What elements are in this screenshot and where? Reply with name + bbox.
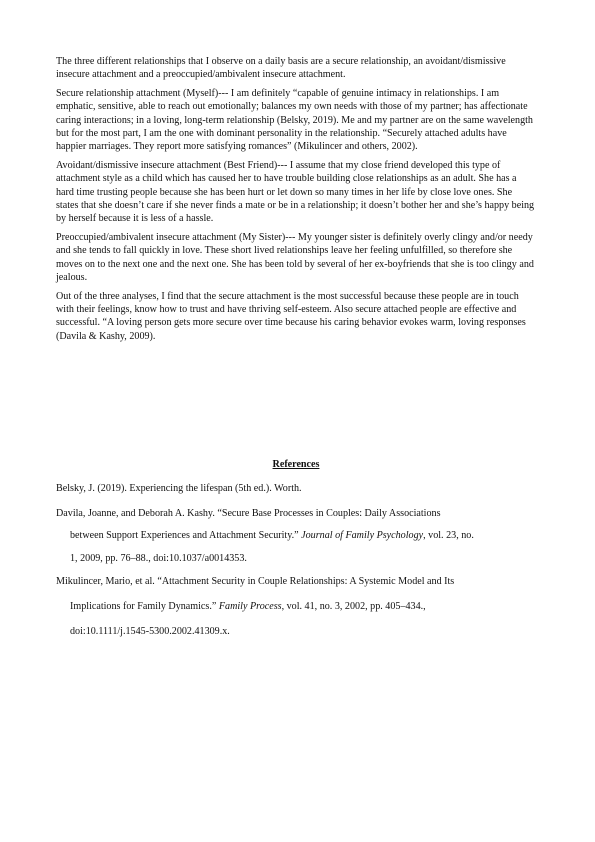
paragraph-conclusion: Out of the three analyses, I find that the secure attachment is the most successful because these people are in touch with their feelings, know how to trust and have thriving self-esteem. Also secure attached people are effective and successful. “A loving person gets more secure over time because his caring behavior evokes warm, loving responses (Davila & Kashy, 2009). [56,290,526,342]
reference-belsky-text: Belsky, J. (2019). Experiencing the lifespan (5th ed.). Worth. [56,483,302,494]
reference-mikulincer-title-end: Implications for Family Dynamics.” [70,600,219,612]
essay-body [56,55,536,348]
reference-davila [56,503,538,571]
reference-mikulincer-journal: Family Process [218,600,282,612]
reference-davila-line1: Davila, Joanne, and Deborah A. Kashy. “Secure Base Processes in Couples: Daily Associations [56,507,441,519]
paragraph-secure: Secure relationship attachment (Myself)--- I am definitely “capable of genuine intimacy in relationships. I am emphatic, sensitive, able to reach out emotionally; balances my own needs with those of my partner; has affectionate caring interactions; in a loving, long-term relationship (Belsky, 2019). Me and my partner are on the same wavelength but for the most part, I am the one with dominant personality in the relationship. “Securely attached adults have happier marriages. They report more satisfying romances” (Mikulincer and others, 2002). [56,87,533,153]
reference-davila-journal: Journal of Family Psychology [301,530,424,541]
reference-davila-line2 [56,525,538,548]
paragraph-intro: The three different relationships that I observe on a daily basis are a secure relationship, an avoidant/dismissive insecure attachment and a preoccupied/ambivalent insecure attachment. [56,56,506,81]
reference-mikulincer-volume: , vol. 41, no. 3, 2002, pp. 405–434., [281,600,426,612]
paragraph-avoidant: Avoidant/dismissive insecure attachment (Best Friend)--- I assume that my close friend developed this type of attachment style as a child which has caused her to have trouble building close relationships as an adult. She has a hard time trusting people because she has been hurt or let down so many times in her life by close love ones. She states that she doesn’t care if she never finds a mate or be in a relationship; it doesn’t bother her and she’s happy being by herself because it is less of a hassle. [56,159,535,225]
reference-davila-title-end: between Support Experiences and Attachment Security.” [70,530,302,541]
reference-mikulincer [56,571,538,644]
reference-mikulincer-line2 [56,594,538,619]
references-list [56,478,538,644]
reference-davila-volume: , vol. 23, no. [423,530,474,541]
paragraph-preoccupied: Preoccupied/ambivalent insecure attachment (My Sister)--- My younger sister is definitely overly clingy and/or needy and she tends to fall quickly in love. These short lived relationships leave her feeling unfulfilled, so therefore she moves on to the next one and the next one. She has been told by several of her ex-boyfriends that she is too clingy and jealous. [56,231,534,284]
reference-davila-line3: 1, 2009, pp. 76–88., doi:10.1037/a0014353. [70,552,247,564]
reference-mikulincer-line3: doi:10.1111/j.1545-5300.2002.41309.x. [70,625,230,637]
references-heading: References [272,459,320,470]
reference-belsky [56,478,538,501]
reference-mikulincer-line1: Mikulincer, Mario, et al. “Attachment Security in Couple Relationships: A Systemic Model and Its [56,576,455,587]
